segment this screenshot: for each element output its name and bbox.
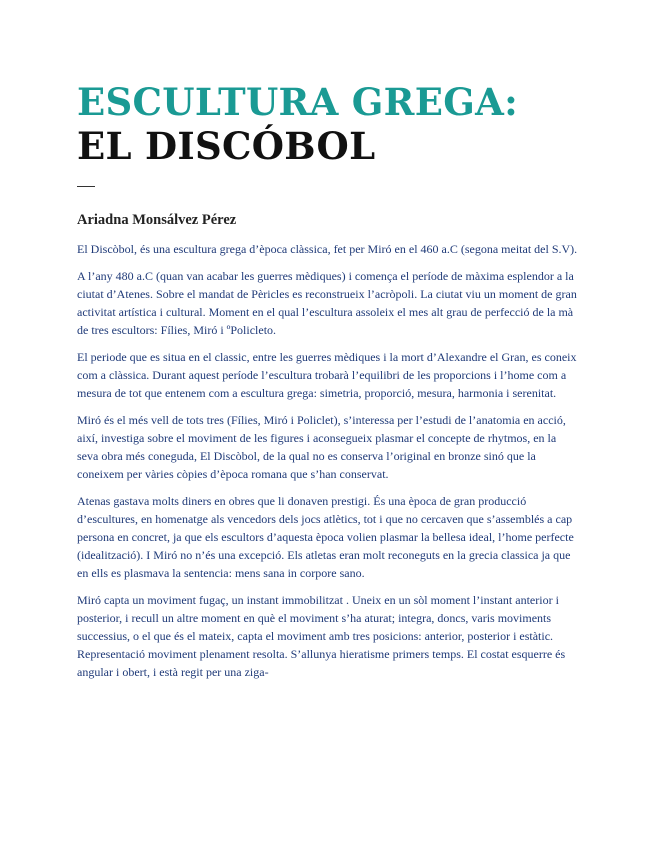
title-line-1: ESCULTURA GREGA: [77,80,519,124]
paragraph-5: Atenas gastava molts diners en obres que li donaven prestigi. És una època de gran producció d’escultures, en homenatge als vencedors dels jocs atlètics, tot i que no cercaven que s’assemblés a cap persona en concret, ja que els escultors d’aquesta època volien plasmar la bellesa ideal, l’home perfecte (idealització). I Miró no n’és una excepció. Els atletas eran molt reconeguts en la grecia classica ja que en ells es plasmava la sentencia: mens sana in corpore sano. [77,494,574,580]
paragraph-3: El periode que es situa en el classic, entre les guerres mèdiques i la mort d’Alexandre el Gran, es coneix com a clàssica. Durant aquest període l’escultura trobarà l’equilibri de les proporcions i l’home com a mesura de tot que entenem com a escultura grega: simetria, proporció, mesura, harmonia i serenitat. [77,350,577,400]
paragraph-2: A l’any 480 a.C (quan van acabar les guerres mèdiques) i comença el període de màxima esplendor a la ciutat d’Atenes. Sobre el mandat de Pèricles es reconstrueix l’acròpoli. La ciutat viu un moment de gran activitat artística i cultural. Moment en el qual l’escultura assoleix el mes alt grau de perfecció de la mà de tres escultors: Fílies, Miró i ºPolicleto. [77,269,577,337]
author-name: Ariadna Monsálvez Pérez [77,212,237,228]
body-text [77,240,579,681]
paragraph-4: Miró és el més vell de tots tres (Fílies, Miró i Policlet), s’interessa per l’estudi de l’anatomia en acció, així, investiga sobre el moviment de les figures i aconsegueix plasmar el concepte de rhytmos, en la seva obra més coneguda, El Discòbol, de la qual no es conserva l’original en bronze sinó que la coneixem per vàries còpies d’època romana que s’han conservat. [77,413,566,481]
title-divider [77,186,95,187]
title-line-2: EL DISCÓBOL [77,124,376,168]
document-page [77,80,579,690]
paragraph-6: Miró capta un moviment fugaç, un instant immobilitzat . Uneix en un sòl moment l’instant anterior i posterior, i recull un altre moment en què el moviment s’ha aturat; integra, doncs, varis moviments successius, o el que és el mateix, capta el moviment amb tres posicions: anterior, posterior i estàtic. Representació moviment plenament resolta. S’allunya hieratisme primers temps. El costat esquerre és angular i obert, i està regit per una ziga- [77,593,566,679]
paragraph-1: El Discòbol, és una escultura grega d’època clàssica, fet per Miró en el 460 a.C (segona meitat del S.V). [77,242,578,256]
